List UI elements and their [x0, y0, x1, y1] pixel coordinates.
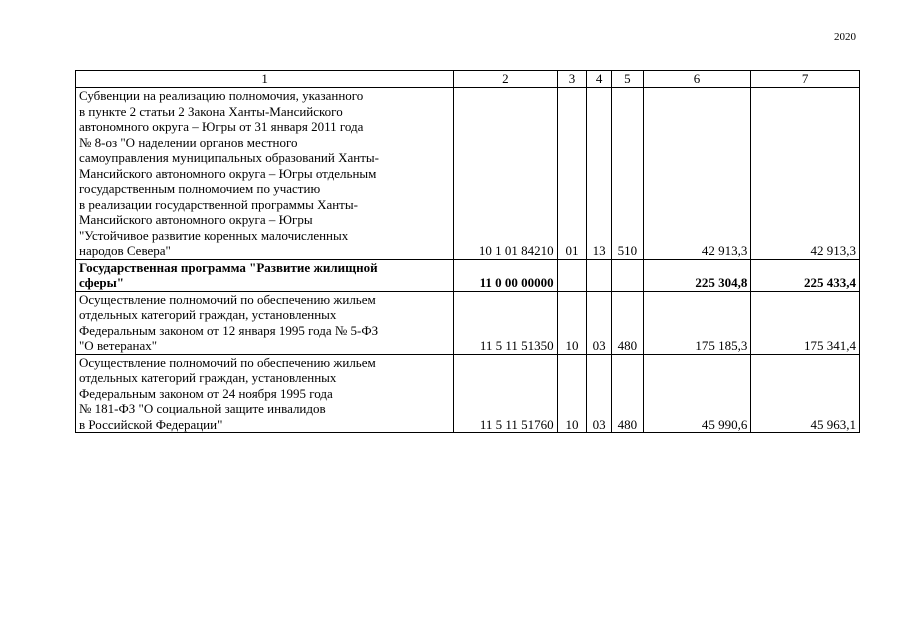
row-name: Осуществление полномочий по обеспечению жильем отдельных категорий граждан, установленных Федеральным законом от 12 января 1995 года № 5-ФЗ "О ветеранах" [79, 291, 379, 353]
amount-col-6: 225 304,8 [643, 259, 751, 291]
expense-type-code [611, 259, 643, 291]
table-header-row [76, 71, 860, 88]
expense-type-code: 480 [611, 354, 643, 433]
amount-col-6: 45 990,6 [643, 354, 751, 433]
target-article-code: 11 0 00 00000 [454, 259, 558, 291]
page-number: 2020 [834, 31, 856, 43]
row-name-cell [76, 88, 454, 260]
target-article-code: 11 5 11 51350 [454, 291, 558, 354]
header-col-3: 3 [557, 71, 587, 88]
expense-type-code: 510 [611, 88, 643, 260]
target-article-code: 10 1 01 84210 [454, 88, 558, 260]
header-col-6: 6 [643, 71, 751, 88]
subsection-code: 03 [587, 291, 612, 354]
section-code: 10 [557, 291, 587, 354]
amount-col-6: 175 185,3 [643, 291, 751, 354]
subsection-code [587, 259, 612, 291]
table-row [76, 291, 860, 354]
header-col-1: 1 [76, 71, 454, 88]
subsection-code: 13 [587, 88, 612, 260]
amount-col-7: 42 913,3 [751, 88, 860, 260]
header-col-5: 5 [611, 71, 643, 88]
row-name: Осуществление полномочий по обеспечению жильем отдельных категорий граждан, установленных Федеральным законом от 24 ноября 1995 года № 181-ФЗ "О социальной защите инвалидов в Российской Федерации" [79, 354, 376, 432]
amount-col-7: 175 341,4 [751, 291, 860, 354]
budget-table [75, 70, 860, 433]
section-code: 10 [557, 354, 587, 433]
amount-col-6: 42 913,3 [643, 88, 751, 260]
target-article-code: 11 5 11 51760 [454, 354, 558, 433]
row-name: Субвенции на реализацию полномочия, указанного в пункте 2 статьи 2 Закона Ханты-Мансийского автономного округа – Югры от 31 января 2011 года № 8-оз "О наделении органов местного самоуправления муниципальных образований Ханты- Мансийского автономного округа – Югры отдельным государственным полномочием по участию в реализации государственной программы Ханты- Мансийского автономного округа – Югры "Устойчивое развитие коренных малочисленных народов Севера" [79, 88, 379, 258]
table-row [76, 354, 860, 433]
row-name-cell [76, 259, 454, 291]
section-code [557, 259, 587, 291]
row-name-cell [76, 354, 454, 433]
section-code: 01 [557, 88, 587, 260]
expense-type-code: 480 [611, 291, 643, 354]
subsection-code: 03 [587, 354, 612, 433]
row-name-cell [76, 291, 454, 354]
header-col-7: 7 [751, 71, 860, 88]
amount-col-7: 225 433,4 [751, 259, 860, 291]
table-row [76, 88, 860, 260]
table-row-program [76, 259, 860, 291]
header-col-4: 4 [587, 71, 612, 88]
header-col-2: 2 [454, 71, 558, 88]
amount-col-7: 45 963,1 [751, 354, 860, 433]
row-name: Государственная программа "Развитие жилищной сферы" [79, 259, 378, 290]
